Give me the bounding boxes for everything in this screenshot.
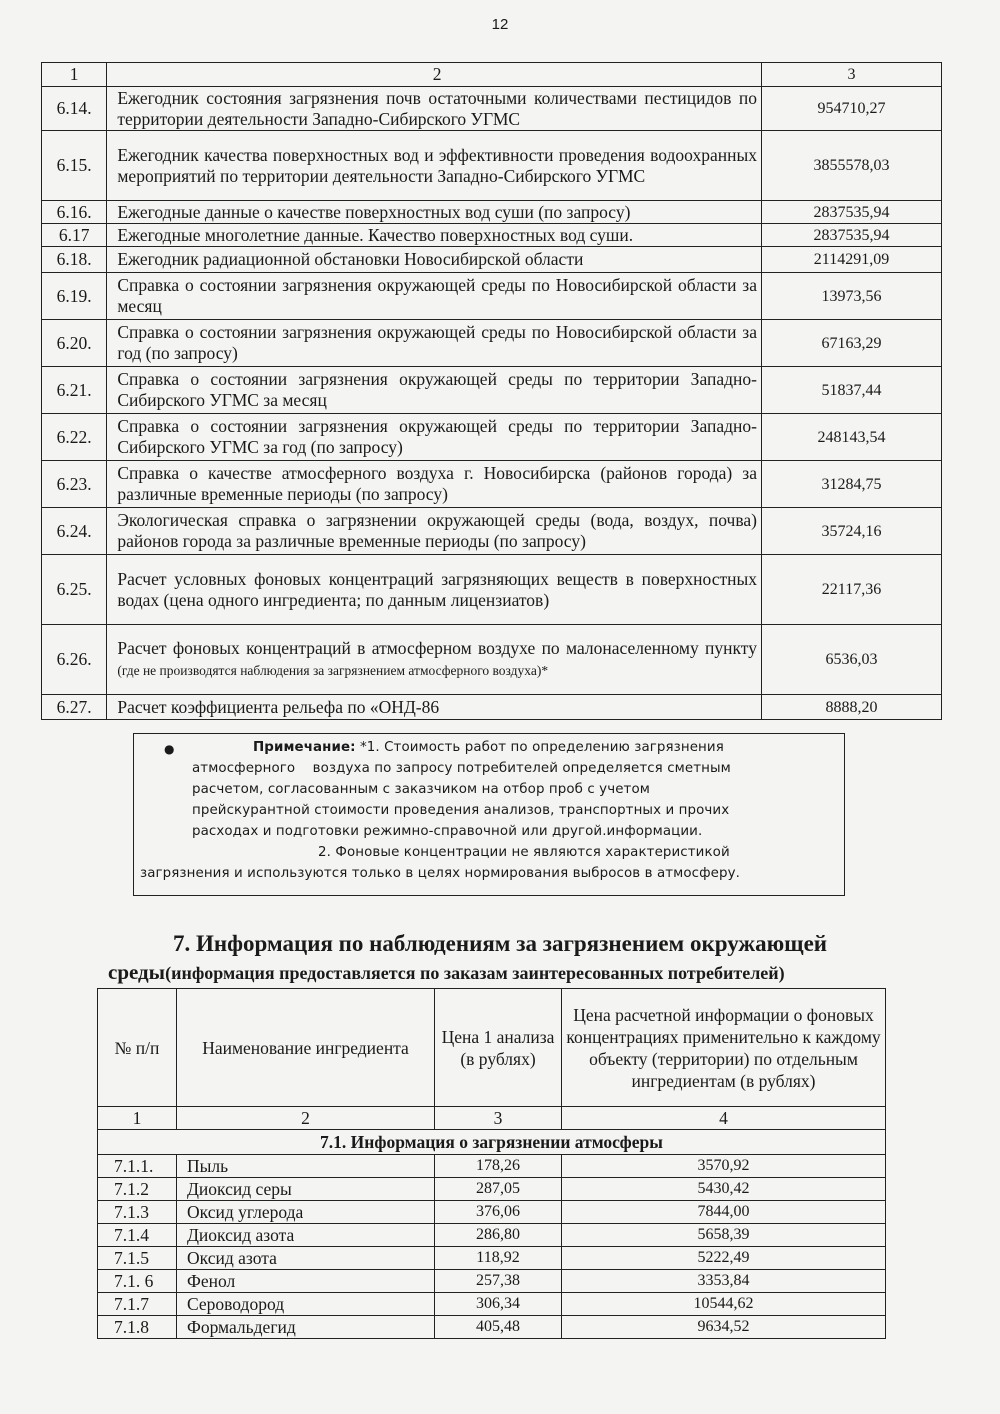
note-label: Примечание: — [253, 740, 356, 755]
row-description: Ежегодные многолетние данные. Качество поверхностных вод суши. — [107, 224, 762, 247]
header-cell: Цена расчетной информации о фоновых концентрациях применительно к каждому объекту (территории) по отдельным ингредиентам (в рублях) — [562, 989, 886, 1107]
row-number: 6.20. — [42, 320, 107, 367]
column-number-cell: 4 — [562, 1107, 886, 1130]
table-row — [42, 201, 942, 224]
section-subheading — [108, 960, 908, 985]
price-table-6 — [41, 62, 942, 720]
note-line-2: атмосферного воздуха по запросу потребителей определяется сметным — [192, 761, 731, 776]
row-number: 7.1.1. — [98, 1155, 177, 1178]
row-number: 6.18. — [42, 247, 107, 273]
column-number-cell: 2 — [107, 63, 762, 87]
analysis-price: 287,05 — [435, 1178, 562, 1201]
row-number: 7.1. 6 — [98, 1270, 177, 1293]
table-row — [42, 695, 942, 720]
table-row — [98, 1178, 886, 1201]
table-row — [42, 224, 942, 247]
table-row — [98, 1293, 886, 1316]
ingredient-name: Сероводород — [177, 1293, 435, 1316]
row-number: 6.23. — [42, 461, 107, 508]
analysis-price: 405,48 — [435, 1316, 562, 1339]
row-number: 6.24. — [42, 508, 107, 555]
row-price: 8888,20 — [761, 695, 941, 720]
analysis-price: 118,92 — [435, 1247, 562, 1270]
row-price: 3855578,03 — [761, 131, 941, 201]
row-price: 6536,03 — [761, 625, 941, 695]
row-description-note: (где не производятся наблюдения за загрязнением атмосферного воздуха)* — [117, 663, 549, 678]
table-row — [98, 1224, 886, 1247]
row-price: 35724,16 — [761, 508, 941, 555]
table-row — [42, 87, 942, 131]
section-subheading-rest: (информация предоставляется по заказам заинтересованных потребителей) — [165, 963, 785, 983]
table-subheading: 7.1. Информация о загрязнении атмосферы — [98, 1130, 886, 1155]
ingredient-name: Оксид азота — [177, 1247, 435, 1270]
column-number-cell: 1 — [42, 63, 107, 87]
row-number: 6.21. — [42, 367, 107, 414]
analysis-price: 178,26 — [435, 1155, 562, 1178]
table-header-row — [98, 989, 886, 1107]
note-line-3: расчетом, согласованным с заказчиком на отбор проб с учетом — [192, 782, 650, 797]
row-price: 2837535,94 — [761, 224, 941, 247]
row-description: Ежегодные данные о качестве поверхностных вод суши (по запросу) — [107, 201, 762, 224]
row-number: 6.16. — [42, 201, 107, 224]
row-price: 22117,36 — [761, 555, 941, 625]
row-price: 954710,27 — [761, 87, 941, 131]
table-subheading-row — [98, 1130, 886, 1155]
row-price: 67163,29 — [761, 320, 941, 367]
row-description: Справка о качестве атмосферного воздуха г. Новосибирска (районов города) за различные временные периоды (по запросу) — [107, 461, 762, 508]
table-row — [98, 1316, 886, 1339]
row-price: 31284,75 — [761, 461, 941, 508]
table-row — [42, 508, 942, 555]
header-cell: Цена 1 анализа (в рублях) — [435, 989, 562, 1107]
background-price: 5658,39 — [562, 1224, 886, 1247]
row-number: 7.1.2 — [98, 1178, 177, 1201]
background-price: 5430,42 — [562, 1178, 886, 1201]
row-number: 6.17 — [42, 224, 107, 247]
table-row — [98, 1201, 886, 1224]
note-line-7: загрязнения и используются только в целях нормирования выбросов в атмосферу. — [140, 866, 740, 881]
row-number: 7.1.7 — [98, 1293, 177, 1316]
table-row — [42, 367, 942, 414]
table-row — [42, 625, 942, 695]
row-description: Справка о состоянии загрязнения окружающей среды по территории Западно-Сибирского УГМС за год (по запросу) — [107, 414, 762, 461]
section-subheading-lead: среды — [108, 960, 166, 984]
row-price: 2114291,09 — [761, 247, 941, 273]
row-description: Справка о состоянии загрязнения окружающей среды по территории Западно-Сибирского УГМС за месяц — [107, 367, 762, 414]
table-row — [42, 247, 942, 273]
row-description-main: Расчет фоновых концентраций в атмосферном воздухе по малонаселенному пункту — [117, 638, 757, 658]
column-number-row — [98, 1107, 886, 1130]
page-number: 12 — [491, 16, 509, 33]
ingredient-name: Оксид углерода — [177, 1201, 435, 1224]
row-number: 6.15. — [42, 131, 107, 201]
row-number: 6.25. — [42, 555, 107, 625]
table-row — [42, 461, 942, 508]
header-cell: Наименование ингредиента — [177, 989, 435, 1107]
note-text: *1. Стоимость работ по определению загрязнения — [359, 740, 724, 755]
column-number-cell: 2 — [177, 1107, 435, 1130]
row-number: 6.14. — [42, 87, 107, 131]
background-price: 3353,84 — [562, 1270, 886, 1293]
analysis-price: 306,34 — [435, 1293, 562, 1316]
row-description: Расчет условных фоновых концентраций загрязняющих веществ в поверхностных водах (цена одного ингредиента; по данным лицензиатов) — [107, 555, 762, 625]
background-price: 9634,52 — [562, 1316, 886, 1339]
row-number: 6.19. — [42, 273, 107, 320]
row-price: 248143,54 — [761, 414, 941, 461]
row-description: Справка о состоянии загрязнения окружающей среды по Новосибирской области за год (по запросу) — [107, 320, 762, 367]
background-price: 7844,00 — [562, 1201, 886, 1224]
table-row — [98, 1247, 886, 1270]
analysis-price: 286,80 — [435, 1224, 562, 1247]
background-price: 3570,92 — [562, 1155, 886, 1178]
row-number: 7.1.8 — [98, 1316, 177, 1339]
table-header-row — [42, 63, 942, 87]
ingredient-name: Диоксид азота — [177, 1224, 435, 1247]
row-number: 7.1.5 — [98, 1247, 177, 1270]
row-description — [107, 625, 762, 695]
section-heading: 7. Информация по наблюдениям за загрязнением окружающей — [172, 931, 828, 956]
table-row — [98, 1270, 886, 1293]
table-row — [42, 555, 942, 625]
note-box — [133, 733, 845, 896]
row-price: 2837535,94 — [761, 201, 941, 224]
analysis-price: 257,38 — [435, 1270, 562, 1293]
ingredient-name: Фенол — [177, 1270, 435, 1293]
row-description: Экологическая справка о загрязнении окружающей среды (вода, воздух, почва) районов города за различные временные периоды (по запросу) — [107, 508, 762, 555]
ingredient-name: Диоксид серы — [177, 1178, 435, 1201]
ingredient-name: Пыль — [177, 1155, 435, 1178]
ingredient-name: Формальдегид — [177, 1316, 435, 1339]
row-number: 6.26. — [42, 625, 107, 695]
background-price: 5222,49 — [562, 1247, 886, 1270]
bullet-icon: ● — [164, 742, 175, 756]
row-description: Ежегодник качества поверхностных вод и эффективности проведения водоохранных мероприятий по территории деятельности Западно-Сибирского УГМС — [107, 131, 762, 201]
row-description: Ежегодник радиационной обстановки Новосибирской области — [107, 247, 762, 273]
table-row — [98, 1155, 886, 1178]
row-price: 13973,56 — [761, 273, 941, 320]
background-price: 10544,62 — [562, 1293, 886, 1316]
table-row — [42, 131, 942, 201]
table-row — [42, 414, 942, 461]
table-row — [42, 273, 942, 320]
row-description: Расчет коэффициента рельефа по «ОНД-86 — [107, 695, 762, 720]
row-description: Ежегодник состояния загрязнения почв остаточными количествами пестицидов по территории деятельности Западно-Сибирского УГМС — [107, 87, 762, 131]
note-line-1 — [140, 737, 836, 758]
row-price: 51837,44 — [761, 367, 941, 414]
row-number: 7.1.3 — [98, 1201, 177, 1224]
row-description: Справка о состоянии загрязнения окружающей среды по Новосибирской области за месяц — [107, 273, 762, 320]
header-cell: № п/п — [98, 989, 177, 1107]
row-number: 6.27. — [42, 695, 107, 720]
column-number-cell: 3 — [761, 63, 941, 87]
note-line-6: 2. Фоновые концентрации не являются характеристикой — [318, 845, 730, 860]
column-number-cell: 1 — [98, 1107, 177, 1130]
price-table-7 — [97, 988, 886, 1339]
note-line-5: расходах и подготовки режимно-справочной или другой.информации. — [192, 824, 703, 839]
column-number-cell: 3 — [435, 1107, 562, 1130]
row-number: 6.22. — [42, 414, 107, 461]
table-row — [42, 320, 942, 367]
analysis-price: 376,06 — [435, 1201, 562, 1224]
note-line-4: прейскурантной стоимости проведения анализов, транспортных и прочих — [192, 803, 730, 818]
row-number: 7.1.4 — [98, 1224, 177, 1247]
